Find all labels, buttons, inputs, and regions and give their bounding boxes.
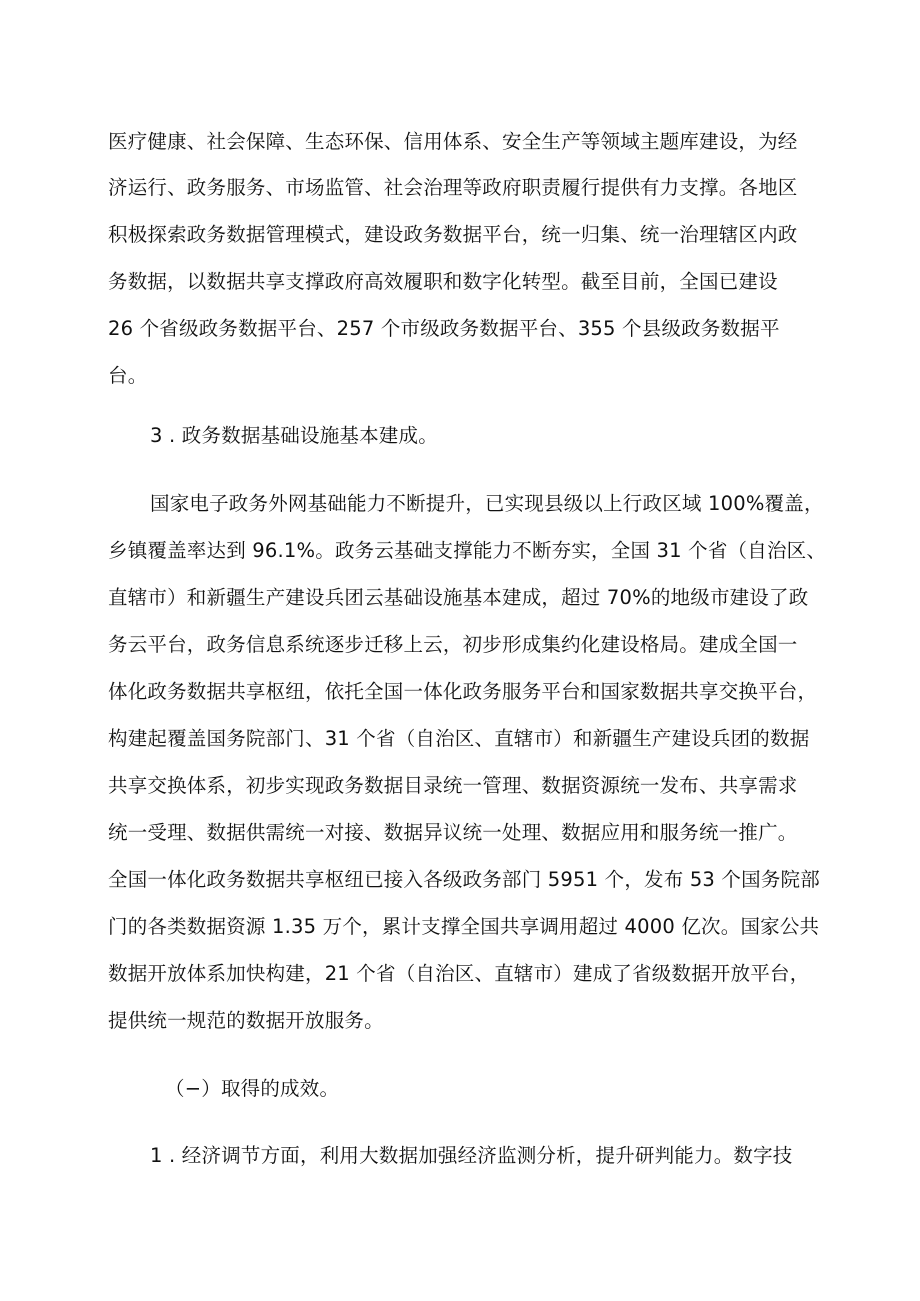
paragraph-line: 门的各类数据资源 1.35 万个，累计支撑全国共享调用超过 4000 亿次。国家公共 (108, 915, 820, 938)
paragraph-line: 体化政务数据共享枢纽，依托全国一体化政务服务平台和国家数据共享交换平台， (108, 680, 818, 703)
paragraph-line: 共享交换体系，初步实现政务数据目录统一管理、数据资源统一发布、共享需求 (108, 774, 798, 797)
paragraph-line: 济运行、政务服务、市场监管、社会治理等政府职责履行提供有力支撑。各地区 (108, 176, 798, 199)
paragraph-line: 国家电子政务外网基础能力不断提升，已实现县级以上行政区域 100%覆盖， (150, 492, 824, 515)
paragraph-line: 26 个省级政务数据平台、257 个市级政务数据平台、355 个县级政务数据平 (108, 317, 780, 340)
paragraph-line: 构建起覆盖国务院部门、31 个省（自治区、直辖市）和新疆生产建设兵团的数据 (108, 727, 810, 750)
paragraph-line: 数据开放体系加快构建，21 个省（自治区、直辖市）建成了省级数据开放平台， (108, 962, 810, 985)
paragraph-line: 积极探索政务数据管理模式，建设政务数据平台，统一归集、统一治理辖区内政 (108, 223, 798, 246)
numbered-heading: 3 . 政务数据基础设施基本建成。 (150, 424, 438, 447)
section-heading: （−）取得的成效。 (165, 1077, 340, 1100)
paragraph-line: 直辖市）和新疆生产建设兵团云基础设施基本建成，超过 70%的地级市建设了政 (108, 586, 809, 609)
paragraph-line: 提供统一规范的数据开放服务。 (108, 1009, 384, 1032)
paragraph-line: 乡镇覆盖率达到 96.1%。政务云基础支撑能力不断夯实，全国 31 个省（自治区、 (108, 539, 827, 562)
paragraph-line: 台。 (108, 364, 148, 387)
paragraph-line: 医疗健康、社会保障、生态环保、信用体系、安全生产等领域主题库建设，为经 (108, 130, 798, 153)
paragraph-line: 务数据，以数据共享支撑政府高效履职和数字化转型。截至目前，全国已建设 (108, 270, 778, 293)
numbered-item: 1 . 经济调节方面，利用大数据加强经济监测分析，提升研判能力。数字技 (150, 1144, 793, 1167)
paragraph-line: 全国一体化政务数据共享枢纽已接入各级政务部门 5951 个，发布 53 个国务院部 (108, 868, 820, 891)
paragraph-line: 统一受理、数据供需统一对接、数据异议统一处理、数据应用和服务统一推广。 (108, 821, 798, 844)
paragraph-line: 务云平台，政务信息系统逐步迁移上云，初步形成集约化建设格局。建成全国一 (108, 633, 798, 656)
